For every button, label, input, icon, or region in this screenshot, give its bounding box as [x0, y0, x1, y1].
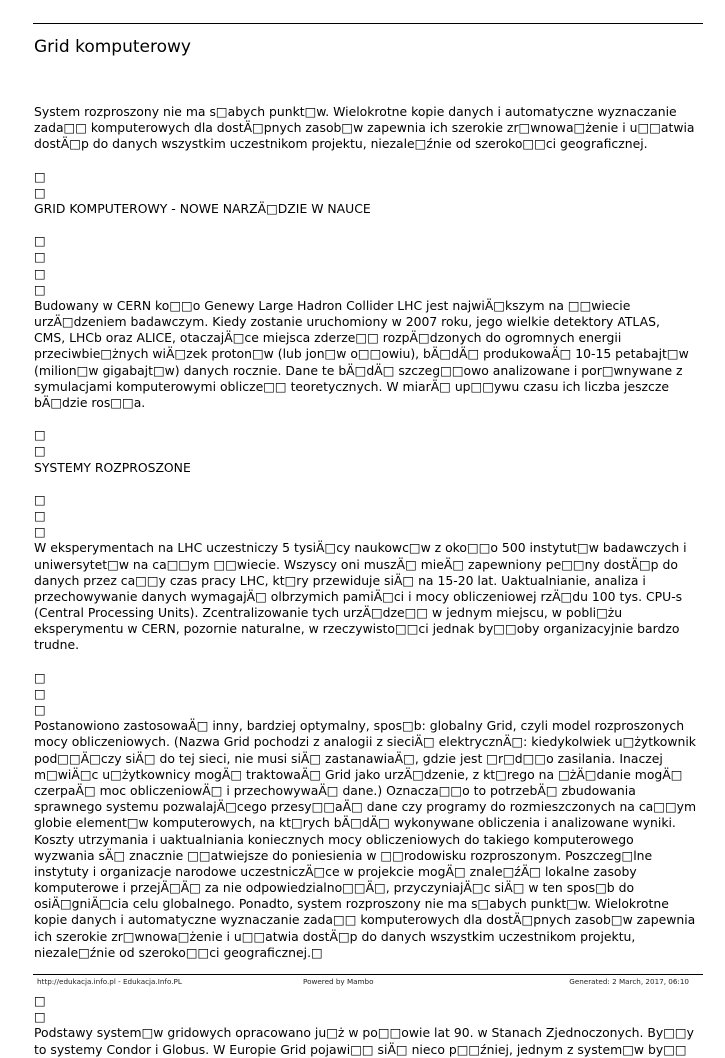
text-line: Postanowiono zastosowaÄ□ inny, bardziej optymalny, spos□b: globalny Grid, czyli model rozproszonych — [34, 718, 685, 734]
text-line: pod□□Ä□czy siÄ□ do tej sieci, nie musi siÄ□ zastanawiaÄ□, gdzie jest □r□d□□o zasilania. Inaczej — [34, 750, 663, 766]
placeholder-glyph: □ — [34, 443, 46, 459]
text-line: niezale□źnie od szeroko□□ci geograficznej.□ — [34, 944, 323, 960]
placeholder-glyph: □ — [34, 702, 46, 717]
text-block — [34, 993, 710, 1058]
text-block — [34, 233, 710, 411]
text-line: (Central Processing Units). Zcentralizowanie tych urzÄ□dze□□ w jednym miejscu, w pobli□żu — [34, 605, 623, 621]
text-line: m□wiÄ□c u□żytkownicy mogÄ□ traktowaÄ□ Grid jako urzÄ□dzenie, z kt□rego na □żÄ□danie mogÄ□ — [34, 766, 683, 782]
article-body — [34, 104, 710, 1058]
placeholder-glyph: □ — [34, 265, 46, 281]
text-line: globie element□w komputerowych, na kt□rych bÄ□dÄ□ wykonywane obliczenia i analizowane wyniki. — [34, 815, 676, 831]
placeholder-glyph: □ — [34, 669, 46, 685]
text-line: bÄ□dzie ros□□a. — [34, 395, 146, 410]
placeholder-glyph: □ — [34, 184, 46, 200]
text-line: to systemy Condor i Globus. W Europie Grid pojawi□□ siÄ□ nieco p□□źniej, jednym z system□w by□□ — [34, 1041, 687, 1057]
text-line: GRID KOMPUTEROWY - NOWE NARZÄ□DZIE W NAUCE — [34, 200, 371, 216]
placeholder-glyph: □ — [34, 281, 46, 297]
placeholder-glyph: □ — [34, 168, 46, 184]
text-line: CMS, LHCb oraz ALICE, otaczajÄ□ce miejsca zderze□□ rozpÄ□dzonych do ogromnych energii — [34, 330, 622, 346]
text-line: System rozproszony nie ma s□abych punkt□w. Wielokrotne kopie danych i automatyczne wyznaczanie — [34, 104, 677, 119]
placeholder-glyph: □ — [34, 993, 46, 1008]
text-line: Podstawy system□w gridowych opracowano ju□ż w po□□owie lat 90. w Stanach Zjednoczonych. By□□y — [34, 1025, 694, 1041]
text-line: wyzwania sÄ□ znacznie □□atwiejsze do poniesienia w □□rodowisku rozproszonym. Poszczeg□lne — [34, 847, 653, 863]
text-line: dostÄ□p do danych wszystkim uczestnikom projektu, niezale□źnie od szeroko□□ci geograficznej. — [34, 136, 648, 152]
header-rule — [33, 23, 703, 24]
text-line: symulacjami komputerowymi oblicze□□ teoretycznych. W miarÄ□ up□□ywu czasu ich liczba jeszcze — [34, 378, 669, 394]
text-line: danych przez ca□□y czas pracy LHC, kt□ry przewiduje siÄ□ na 15-20 lat. Uaktualnianie, analiza i — [34, 572, 646, 588]
text-line: eksperymentu w CERN, pozornie naturalne, w rzeczywisto□□ci jednak by□□oby organizacyjnie bardzo — [34, 621, 680, 637]
text-line: Budowany w CERN ko□□o Genewy Large Hadron Collider LHC jest najwiÄ□kszym na □□wiecie — [34, 297, 631, 313]
text-line: czerpaÄ□ moc obliczeniowÄ□ i przechowywaÄ□ dane.) Oznacza□□o to potrzebÄ□ zbudowania — [34, 782, 636, 798]
text-line: komputerowe i przejÄ□Ä□ za nie odpowiedzialno□□Ä□, przyczyniajÄ□c siÄ□ w ten spos□b do — [34, 880, 635, 896]
text-line: kopie danych i automatyczne wyznaczanie zada□□ komputerowych dla dostÄ□pnych zasob□w zapewnia — [34, 912, 696, 928]
placeholder-glyph: □ — [34, 507, 46, 523]
placeholder-glyph: □ — [34, 524, 46, 540]
placeholder-glyph: □ — [34, 685, 46, 701]
text-block — [34, 169, 710, 218]
text-line: uniwersytet□w na ca□□ym □□wiecie. Wszyscy oni muszÄ□ mieÄ□ zapewniony pe□□ny dostÄ□p do — [34, 556, 678, 572]
page-title: Grid komputerowy — [34, 37, 191, 57]
block-spacer — [34, 654, 710, 670]
text-line: (milion□w gigabajt□w) danych rocznie. Dane te bÄ□dÄ□ szczeg□□owo analizowane i por□wnywane z — [34, 362, 683, 378]
text-line: SYSTEMY ROZPROSZONE — [34, 459, 191, 475]
text-line: trudne. — [34, 637, 80, 653]
text-line: urzÄ□dzeniem badawczym. Kiedy zostanie uruchomiony w 2007 roku, jego wielkie detektory ATLAS, — [34, 314, 660, 330]
text-block — [34, 104, 710, 153]
text-line: instytuty i organizacje narodowe uczestniczÄ□ce w projekcie mogÄ□ znale□źÄ□ lokalne zasoby — [34, 863, 637, 879]
placeholder-glyph: □ — [34, 233, 46, 249]
block-spacer — [34, 217, 710, 233]
text-line: mocy obliczeniowych. (Nazwa Grid pochodzi z analogii z sieciÄ□ elektrycznÄ□: kiedykolwiek u□żytkownik — [34, 734, 696, 750]
text-line: przeciwbie□żnych wiÄ□zek proton□w (lub jon□w o□□owiu), bÄ□dÄ□ produkowaÄ□ 10-15 petabajt□w — [34, 346, 689, 362]
text-line: zada□□ komputerowych dla dostÄ□pnych zasob□w zapewnia ich szerokie zr□wnowa□żenie i u□□atwia — [34, 120, 695, 136]
footer-generated-date: Generated: 2 March, 2017, 06:10 — [569, 977, 689, 986]
block-spacer — [34, 411, 710, 427]
placeholder-glyph: □ — [34, 249, 46, 265]
footer-rule — [33, 974, 703, 975]
text-line: osiÄ□gniÄ□cia celu globalnego. Ponadto, system rozproszony nie ma s□abych punkt□w. Wielokrotne — [34, 896, 669, 912]
text-block — [34, 492, 710, 654]
block-spacer — [34, 153, 710, 169]
text-line: ich szerokie zr□wnowa□żenie i u□□atwia dostÄ□p do danych wszystkim uczestnikom projektu, — [34, 928, 636, 944]
text-block — [34, 670, 710, 961]
footer-powered-by: Powered by Mambo — [303, 977, 374, 986]
placeholder-glyph: □ — [34, 491, 46, 507]
page-footer — [33, 976, 703, 988]
text-line: Koszty utrzymania i uaktualniania koniecznych mocy obliczeniowych do takiego komputerowego — [34, 831, 634, 847]
block-spacer — [34, 476, 710, 492]
text-block — [34, 427, 710, 476]
placeholder-glyph: □ — [34, 427, 46, 443]
placeholder-glyph: □ — [34, 1009, 46, 1025]
footer-url: http://edukacja.info.pl - Edukacja.Info.PL — [37, 977, 182, 986]
text-line: sprawnego systemu pozwalajÄ□cego przesy□□aÄ□ dane czy programy do rozmieszczonych na ca□□ym — [34, 799, 697, 815]
text-line: przechowywanie danych wymagajÄ□ olbrzymich pamiÄ□ci i mocy obliczeniowej rzÄ□du 100 tys. CPU-s — [34, 588, 683, 604]
text-line: W eksperymentach na LHC uczestniczy 5 tysiÄ□cy naukowc□w z oko□□o 500 instytut□w badawczych i — [34, 540, 687, 556]
